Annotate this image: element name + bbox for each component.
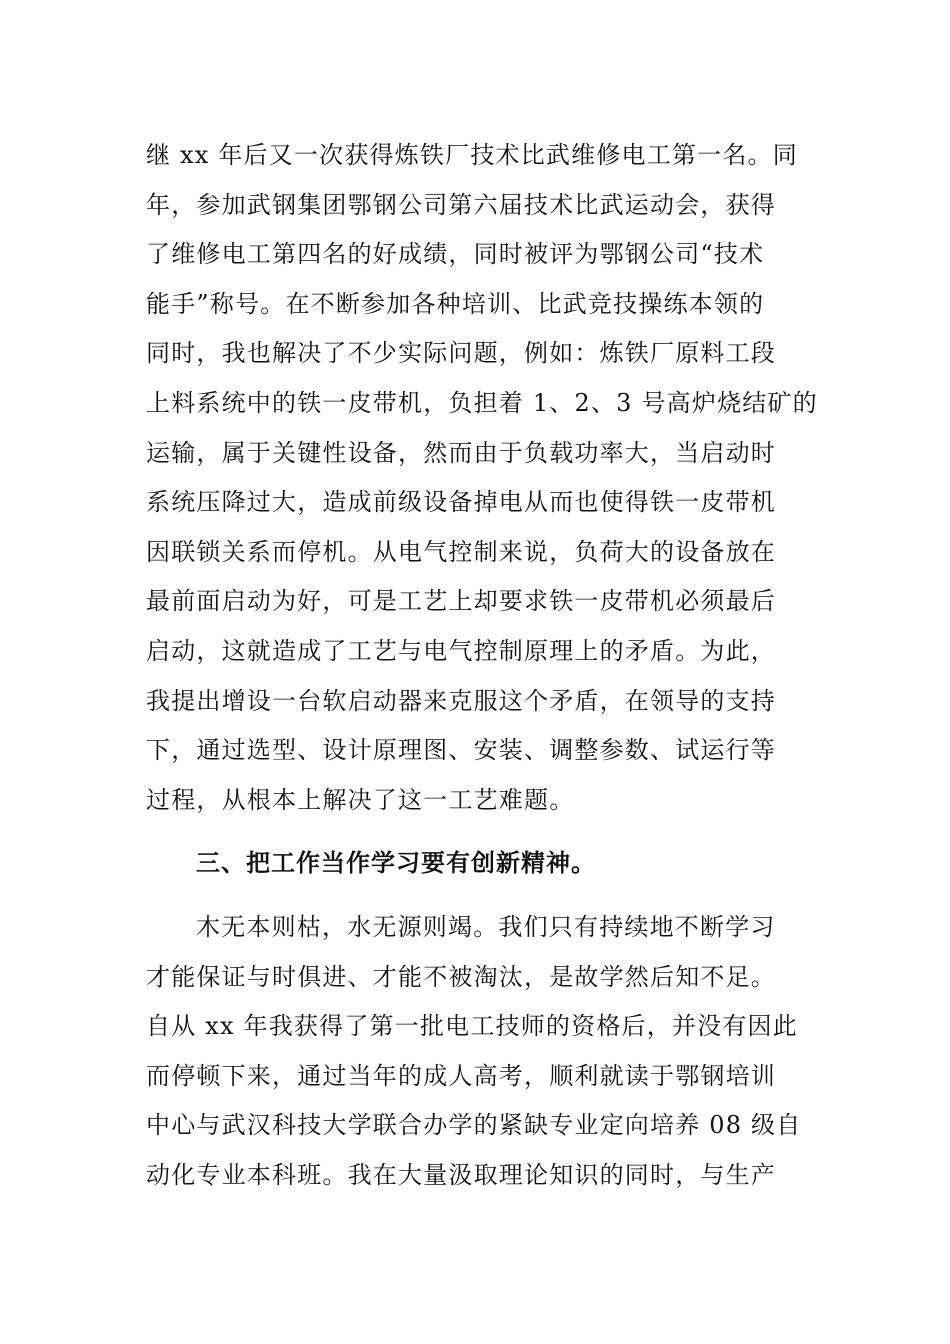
text-line: 木无本则枯，水无源则竭。我们只有持续地不断学习 [196, 912, 776, 941]
text-line: 上料系统中的铁一皮带机，负担着 1、2、3 号高炉烧结矿的 [146, 388, 818, 417]
text-line: 因联锁关系而停机。从电气控制来说，负荷大的设备放在 [146, 537, 776, 566]
text-line: 系统压降过大，造成前级设备掉电从而也使得铁一皮带机 [146, 488, 776, 517]
text-line: 年，参加武钢集团鄂钢公司第六届技术比武运动会，获得 [146, 190, 776, 219]
text-line: 中心与武汉科技大学联合办学的紧缺专业定向培养 08 级自 [146, 1111, 802, 1140]
paragraph-learning [146, 903, 826, 1201]
text-line: 同时，我也解决了不少实际问题，例如：炼铁厂原料工段 [146, 339, 776, 368]
text-line: 动化专业本科班。我在大量汲取理论知识的同时，与生产 [146, 1160, 776, 1189]
text-line: 能手”称号。在不断参加各种培训、比武竞技操练本领的 [146, 289, 765, 318]
text-line: 而停顿下来，通过当年的成人高考，顺利就读于鄂钢培训 [146, 1061, 776, 1090]
text-line: 我提出增设一台软启动器来克服这个矛盾，在领导的支持 [146, 686, 776, 715]
text-line: 运输，属于关键性设备，然而由于负载功率大，当启动时 [146, 438, 776, 467]
paragraph-achievements [146, 131, 826, 825]
paragraph-spacer [146, 825, 826, 839]
text-line: 了维修电工第四名的好成绩，同时被评为鄂钢公司“技术 [146, 240, 765, 269]
text-line: 启动，这就造成了工艺与电气控制原理上的矛盾。为此， [146, 636, 776, 665]
text-line: 过程，从根本上解决了这一工艺难题。 [146, 785, 575, 814]
paragraph-spacer [146, 889, 826, 903]
text-line: 最前面启动为好，可是工艺上却要求铁一皮带机必须最后 [146, 587, 776, 616]
text-line: 自从 xx 年我获得了第一批电工技师的资格后，并没有因此 [146, 1012, 798, 1041]
text-line: 下，通过选型、设计原理图、安装、调整参数、试运行等 [146, 736, 776, 765]
section-heading: 三、把工作当作学习要有创新精神。 [196, 849, 596, 878]
text-line: 才能保证与时俱进、才能不被淘汰，是故学然后知不足。 [146, 962, 776, 991]
document-body [146, 131, 826, 1200]
text-line: 继 xx 年后又一次获得炼铁厂技术比武维修电工第一名。同 [146, 141, 798, 169]
